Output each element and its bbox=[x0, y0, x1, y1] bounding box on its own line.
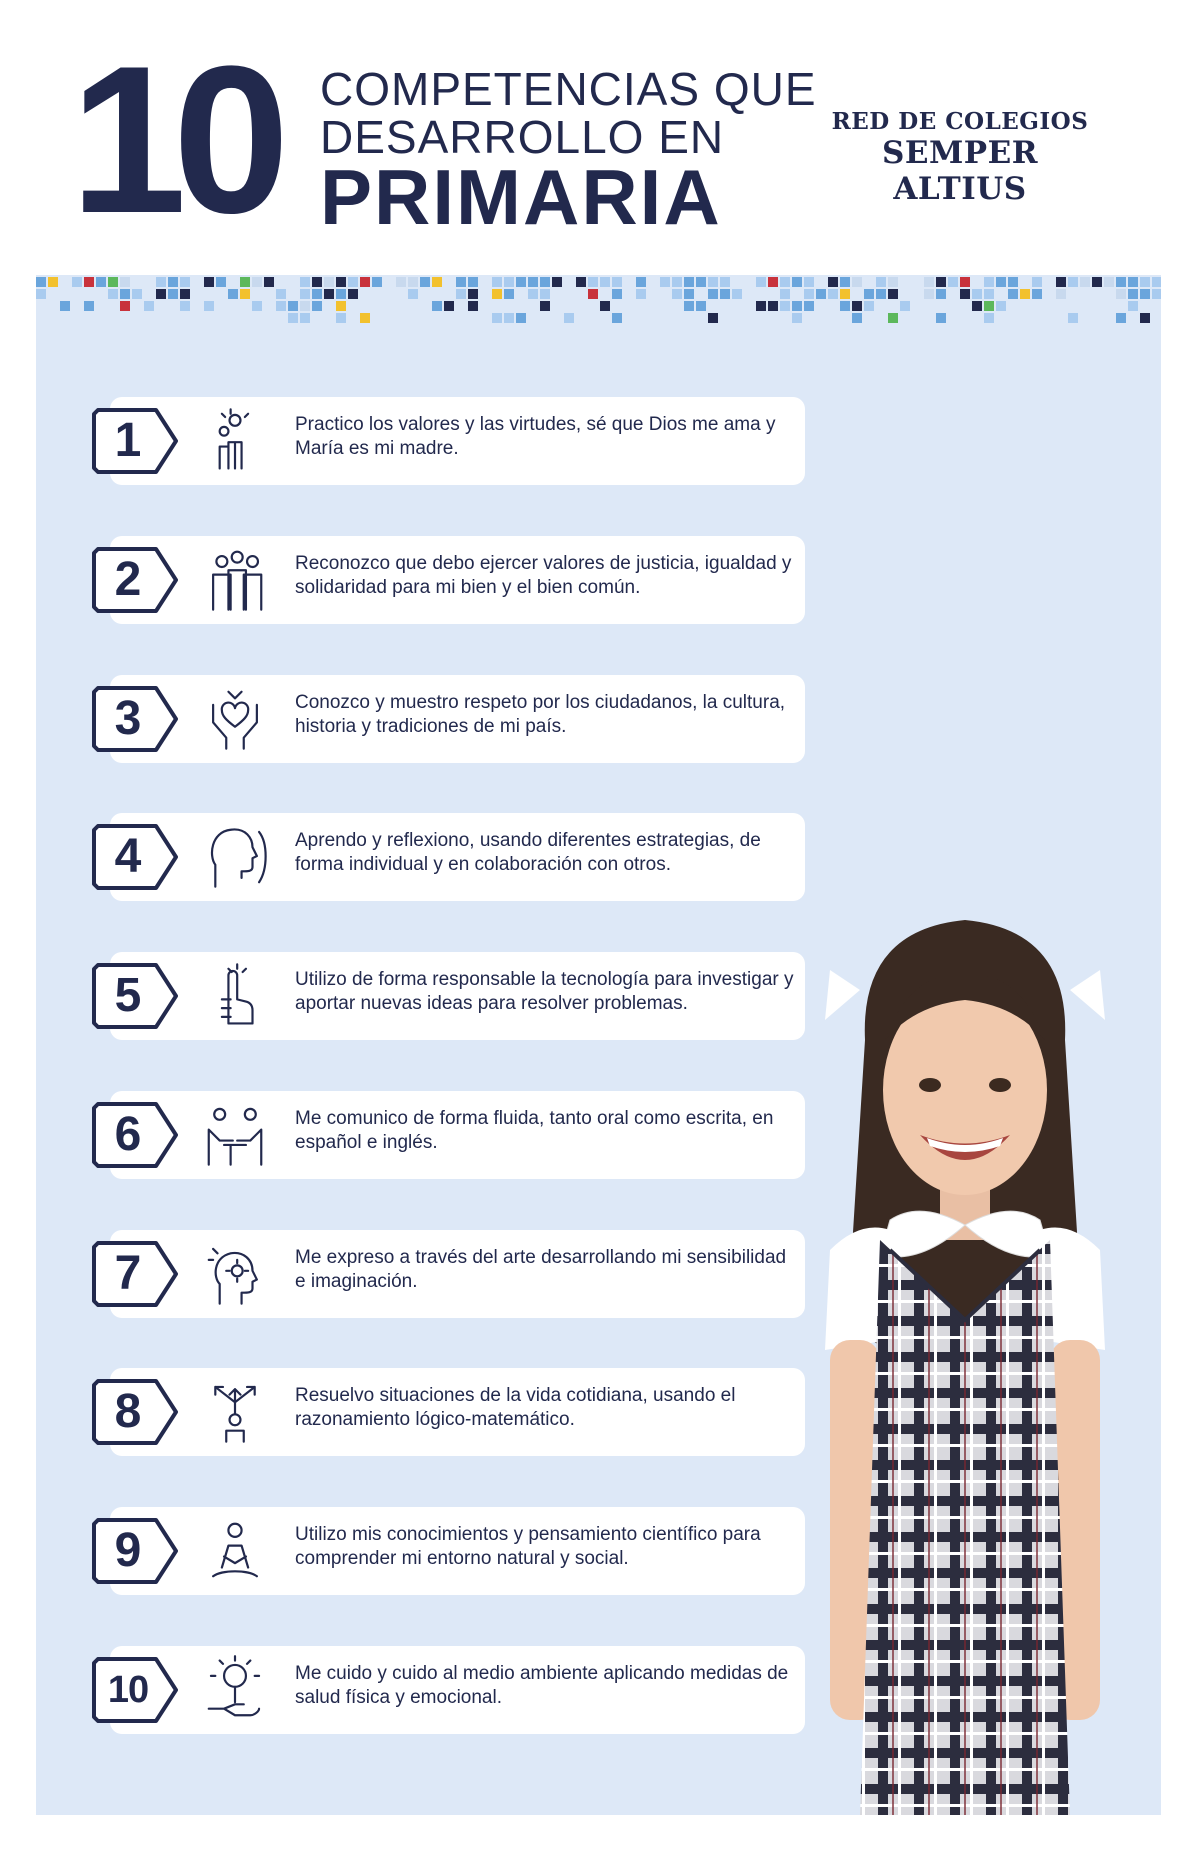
mosaic-tile bbox=[1128, 277, 1138, 287]
mosaic-tile bbox=[528, 289, 538, 299]
competencia-text: Me comunico de forma fluida, tanto oral como escrita, en español e inglés. bbox=[295, 1108, 774, 1153]
mosaic-tile bbox=[444, 301, 454, 311]
mosaic-tile bbox=[168, 277, 178, 287]
mosaic-tile bbox=[852, 277, 862, 287]
student-photo bbox=[770, 920, 1160, 1815]
mosaic-tile bbox=[168, 289, 178, 299]
mosaic-tile bbox=[360, 313, 370, 323]
community-group-icon bbox=[200, 544, 270, 614]
competencia-text: Utilizo mis conocimientos y pensamiento científico para comprender mi entorno natural y social. bbox=[295, 1524, 761, 1569]
competencia-number-badge bbox=[92, 1517, 180, 1585]
mosaic-tile bbox=[636, 277, 646, 287]
mosaic-tile bbox=[972, 289, 982, 299]
mosaic-tile bbox=[348, 289, 358, 299]
mosaic-tile bbox=[1140, 313, 1150, 323]
mosaic-tile bbox=[300, 313, 310, 323]
competencia-number-badge bbox=[92, 1240, 180, 1308]
mosaic-tile bbox=[708, 277, 718, 287]
mosaic-tile bbox=[984, 313, 994, 323]
mosaic-tile bbox=[588, 289, 598, 299]
mosaic-tile bbox=[552, 277, 562, 287]
mosaic-tile bbox=[1056, 289, 1066, 299]
mosaic-tile bbox=[732, 289, 742, 299]
mosaic-tile bbox=[240, 277, 250, 287]
mosaic-tile bbox=[1068, 313, 1078, 323]
competencia-text: Aprendo y reflexiono, usando diferentes estrategias, de forma individual y en colaboración con otros. bbox=[295, 830, 761, 875]
mosaic-tile bbox=[204, 301, 214, 311]
headline-line-3: PRIMARIA bbox=[320, 153, 722, 241]
brand-line-1: RED DE COLEGIOS bbox=[831, 108, 1089, 135]
mosaic-tile bbox=[804, 289, 814, 299]
mosaic-tile bbox=[540, 277, 550, 287]
mosaic-tile bbox=[1092, 277, 1102, 287]
mosaic-tile bbox=[312, 289, 322, 299]
competencia-number: 7 bbox=[114, 1247, 142, 1300]
mosaic-tile bbox=[528, 277, 538, 287]
competencia-number: 6 bbox=[114, 1108, 142, 1161]
mosaic-tile bbox=[960, 289, 970, 299]
mosaic-tile bbox=[840, 289, 850, 299]
competencia-number-badge bbox=[92, 962, 180, 1030]
mosaic-tile bbox=[888, 313, 898, 323]
mosaic-tile bbox=[1008, 289, 1018, 299]
meditation-icon bbox=[200, 1515, 270, 1585]
mosaic-tile bbox=[312, 277, 322, 287]
mosaic-tile bbox=[1032, 289, 1042, 299]
mosaic-tile bbox=[1128, 301, 1138, 311]
competencia-text: Reconozco que debo ejercer valores de justicia, igualdad y solidaridad para mi bien y el bien común. bbox=[295, 553, 792, 598]
mosaic-tile bbox=[720, 289, 730, 299]
mosaic-tile bbox=[780, 301, 790, 311]
competencia-number-badge bbox=[92, 546, 180, 614]
headline-line-2: DESARROLLO EN bbox=[320, 111, 725, 163]
mosaic-tile bbox=[1104, 277, 1114, 287]
mosaic-tile bbox=[492, 277, 502, 287]
mosaic-tile bbox=[756, 301, 766, 311]
mosaic-tile bbox=[120, 289, 130, 299]
mosaic-tile bbox=[1008, 277, 1018, 287]
competencia-number-badge bbox=[92, 685, 180, 753]
competencia-text: Me expreso a través del arte desarrollando mi sensibilidad e imaginación. bbox=[295, 1247, 787, 1292]
mosaic-tile bbox=[684, 289, 694, 299]
mosaic-tile bbox=[324, 289, 334, 299]
competencia-number: 4 bbox=[114, 830, 142, 883]
mosaic-tile bbox=[228, 289, 238, 299]
mosaic-tile bbox=[492, 313, 502, 323]
mosaic-tile bbox=[180, 301, 190, 311]
mosaic-tile bbox=[612, 277, 622, 287]
family-faith-icon bbox=[200, 405, 270, 475]
mosaic-tile bbox=[396, 277, 406, 287]
mosaic-tile bbox=[876, 289, 886, 299]
mosaic-tile bbox=[840, 301, 850, 311]
mosaic-tile bbox=[984, 301, 994, 311]
mosaic-tile bbox=[336, 301, 346, 311]
mosaic-tile bbox=[288, 301, 298, 311]
mosaic-tile bbox=[276, 301, 286, 311]
mosaic-tile bbox=[468, 289, 478, 299]
mosaic-tile bbox=[288, 313, 298, 323]
mosaic-tile bbox=[1032, 277, 1042, 287]
competencia-number: 1 bbox=[114, 414, 142, 467]
competencia-number: 10 bbox=[107, 1669, 149, 1711]
mosaic-tile bbox=[792, 301, 802, 311]
mosaic-tile bbox=[660, 277, 670, 287]
competencia-number: 3 bbox=[114, 692, 142, 745]
mosaic-tile bbox=[504, 289, 514, 299]
mosaic-tile bbox=[936, 313, 946, 323]
mosaic-tile bbox=[600, 277, 610, 287]
mosaic-tile bbox=[996, 277, 1006, 287]
mosaic-tile bbox=[372, 277, 382, 287]
mosaic-tile bbox=[540, 301, 550, 311]
mosaic-tile bbox=[1152, 289, 1161, 299]
mosaic-tile bbox=[996, 301, 1006, 311]
mosaic-tile bbox=[216, 277, 226, 287]
mosaic-tile bbox=[828, 289, 838, 299]
mosaic-tile bbox=[504, 277, 514, 287]
mosaic-tile bbox=[1080, 277, 1090, 287]
mosaic-tile bbox=[756, 277, 766, 287]
mosaic-tile bbox=[336, 277, 346, 287]
mosaic-tile bbox=[852, 301, 862, 311]
hand-tree-icon bbox=[200, 1654, 270, 1724]
mosaic-tile bbox=[588, 277, 598, 287]
mosaic-tile bbox=[1056, 277, 1066, 287]
mosaic-tile bbox=[132, 289, 142, 299]
mosaic-tile bbox=[1140, 277, 1150, 287]
competencia-text: Practico los valores y las virtudes, sé que Dios me ama y María es mi madre. bbox=[295, 414, 776, 459]
mosaic-tile bbox=[768, 277, 778, 287]
mosaic-tile bbox=[48, 277, 58, 287]
mosaic-tile bbox=[864, 301, 874, 311]
mosaic-tile bbox=[468, 301, 478, 311]
mosaic-tile bbox=[252, 277, 262, 287]
mosaic-tile bbox=[900, 301, 910, 311]
mosaic-tile bbox=[516, 277, 526, 287]
mosaic-tile bbox=[432, 277, 442, 287]
mosaic-tile bbox=[876, 277, 886, 287]
mosaic-tile bbox=[888, 289, 898, 299]
mosaic-tile bbox=[1116, 289, 1126, 299]
mosaic-tile bbox=[780, 289, 790, 299]
competencia-text: Me cuido y cuido al medio ambiente aplicando medidas de salud física y emocional. bbox=[295, 1663, 789, 1708]
mosaic-tile bbox=[600, 301, 610, 311]
mosaic-tile bbox=[36, 277, 46, 287]
mosaic-tile bbox=[612, 313, 622, 323]
decision-arrows-icon bbox=[200, 1376, 270, 1446]
mosaic-tile bbox=[180, 277, 190, 287]
mosaic-tile bbox=[516, 313, 526, 323]
mosaic-tile bbox=[324, 277, 334, 287]
competencia-number: 8 bbox=[114, 1385, 142, 1438]
mosaic-tile bbox=[960, 277, 970, 287]
mosaic-tile bbox=[696, 277, 706, 287]
mosaic-tile bbox=[924, 289, 934, 299]
mosaic-tile bbox=[708, 289, 718, 299]
mosaic-tile bbox=[276, 289, 286, 299]
mosaic-tile bbox=[468, 277, 478, 287]
competencia-number-badge bbox=[92, 1101, 180, 1169]
mosaic-tile bbox=[540, 289, 550, 299]
mosaic-tile bbox=[804, 301, 814, 311]
mosaic-tile bbox=[156, 277, 166, 287]
mosaic-tile bbox=[780, 277, 790, 287]
mosaic-tile bbox=[456, 289, 466, 299]
mosaic-tile bbox=[504, 313, 514, 323]
mosaic-tile bbox=[312, 301, 322, 311]
competencia-number-badge bbox=[92, 1656, 180, 1724]
mosaic-tile bbox=[936, 277, 946, 287]
mosaic-tile bbox=[888, 277, 898, 287]
mosaic-tile bbox=[672, 289, 682, 299]
competencia-number: 9 bbox=[114, 1524, 142, 1577]
mosaic-tile bbox=[924, 277, 934, 287]
mosaic-tile bbox=[1128, 289, 1138, 299]
mosaic-tile bbox=[684, 277, 694, 287]
mosaic-tile bbox=[828, 277, 838, 287]
mosaic-tile bbox=[1140, 289, 1150, 299]
mosaic-tile bbox=[936, 289, 946, 299]
hand-pointer-icon bbox=[200, 960, 270, 1030]
mosaic-tile bbox=[96, 277, 106, 287]
mosaic-tile bbox=[432, 301, 442, 311]
mosaic-tile bbox=[492, 289, 502, 299]
mosaic-tile bbox=[108, 277, 118, 287]
mosaic-tile bbox=[816, 289, 826, 299]
mosaic-tile bbox=[1116, 277, 1126, 287]
mosaic-tile bbox=[720, 277, 730, 287]
mosaic-tile bbox=[408, 277, 418, 287]
competencia-number: 2 bbox=[114, 553, 142, 606]
mosaic-tile bbox=[564, 313, 574, 323]
competencia-number-badge bbox=[92, 407, 180, 475]
mosaic-tile bbox=[636, 289, 646, 299]
mosaic-tile bbox=[792, 277, 802, 287]
mosaic-tile bbox=[696, 301, 706, 311]
competencia-text: Resuelvo situaciones de la vida cotidiana, usando el razonamiento lógico-matemático. bbox=[295, 1385, 736, 1430]
mosaic-tile bbox=[984, 277, 994, 287]
mosaic-tile bbox=[336, 289, 346, 299]
mosaic-tile bbox=[408, 289, 418, 299]
mosaic-tile bbox=[36, 289, 46, 299]
mosaic-tile bbox=[804, 277, 814, 287]
mosaic-tile bbox=[984, 289, 994, 299]
mosaic-tile bbox=[972, 301, 982, 311]
mosaic-tile bbox=[252, 301, 262, 311]
mosaic-tile bbox=[300, 301, 310, 311]
hands-heart-icon bbox=[200, 683, 270, 753]
mosaic-tile bbox=[360, 277, 370, 287]
creative-mind-icon bbox=[200, 1238, 270, 1308]
mosaic-tile bbox=[768, 301, 778, 311]
competencia-text: Conozco y muestro respeto por los ciudadanos, la cultura, historia y tradiciones de mi país. bbox=[295, 692, 786, 737]
mosaic-tile bbox=[1152, 277, 1161, 287]
mosaic-tile bbox=[684, 301, 694, 311]
mosaic-tile bbox=[420, 277, 430, 287]
mosaic-tile bbox=[120, 301, 130, 311]
mosaic-tile bbox=[1116, 313, 1126, 323]
mosaic-tile bbox=[156, 289, 166, 299]
mosaic-tile bbox=[60, 301, 70, 311]
mosaic-tile bbox=[792, 313, 802, 323]
mosaic-tile bbox=[612, 289, 622, 299]
mosaic-tile bbox=[84, 277, 94, 287]
mosaic-tile bbox=[840, 277, 850, 287]
mosaic-tile bbox=[948, 277, 958, 287]
head-profile-icon bbox=[200, 821, 270, 891]
mosaic-tile bbox=[204, 277, 214, 287]
competencia-number-badge bbox=[92, 1378, 180, 1446]
brand-line-2: SEMPER ALTIUS bbox=[881, 135, 1039, 207]
mosaic-tile bbox=[264, 277, 274, 287]
conversation-icon bbox=[200, 1099, 270, 1169]
mosaic-tile bbox=[180, 289, 190, 299]
mosaic-tile bbox=[576, 277, 586, 287]
mosaic-tile bbox=[120, 277, 130, 287]
mosaic-tile bbox=[456, 277, 466, 287]
mosaic-tile bbox=[852, 313, 862, 323]
mosaic-tile bbox=[144, 301, 154, 311]
mosaic-tile bbox=[864, 289, 874, 299]
headline-number: 10 bbox=[70, 22, 276, 257]
mosaic-tile bbox=[108, 289, 118, 299]
competencia-number-badge bbox=[92, 823, 180, 891]
competencia-number: 5 bbox=[114, 969, 142, 1022]
mosaic-tile bbox=[348, 277, 358, 287]
mosaic-tile bbox=[300, 289, 310, 299]
mosaic-tile bbox=[708, 313, 718, 323]
mosaic-tile bbox=[1068, 277, 1078, 287]
pixel-mosaic bbox=[36, 275, 1161, 330]
headline-line-1: COMPETENCIAS QUE bbox=[320, 63, 817, 115]
competencia-text: Utilizo de forma responsable la tecnología para investigar y aportar nuevas ideas para resolver problemas. bbox=[295, 969, 794, 1014]
mosaic-tile bbox=[1020, 289, 1030, 299]
mosaic-tile bbox=[336, 313, 346, 323]
mosaic-tile bbox=[300, 277, 310, 287]
mosaic-tile bbox=[84, 301, 94, 311]
mosaic-tile bbox=[672, 277, 682, 287]
mosaic-tile bbox=[240, 289, 250, 299]
mosaic-tile bbox=[72, 277, 82, 287]
